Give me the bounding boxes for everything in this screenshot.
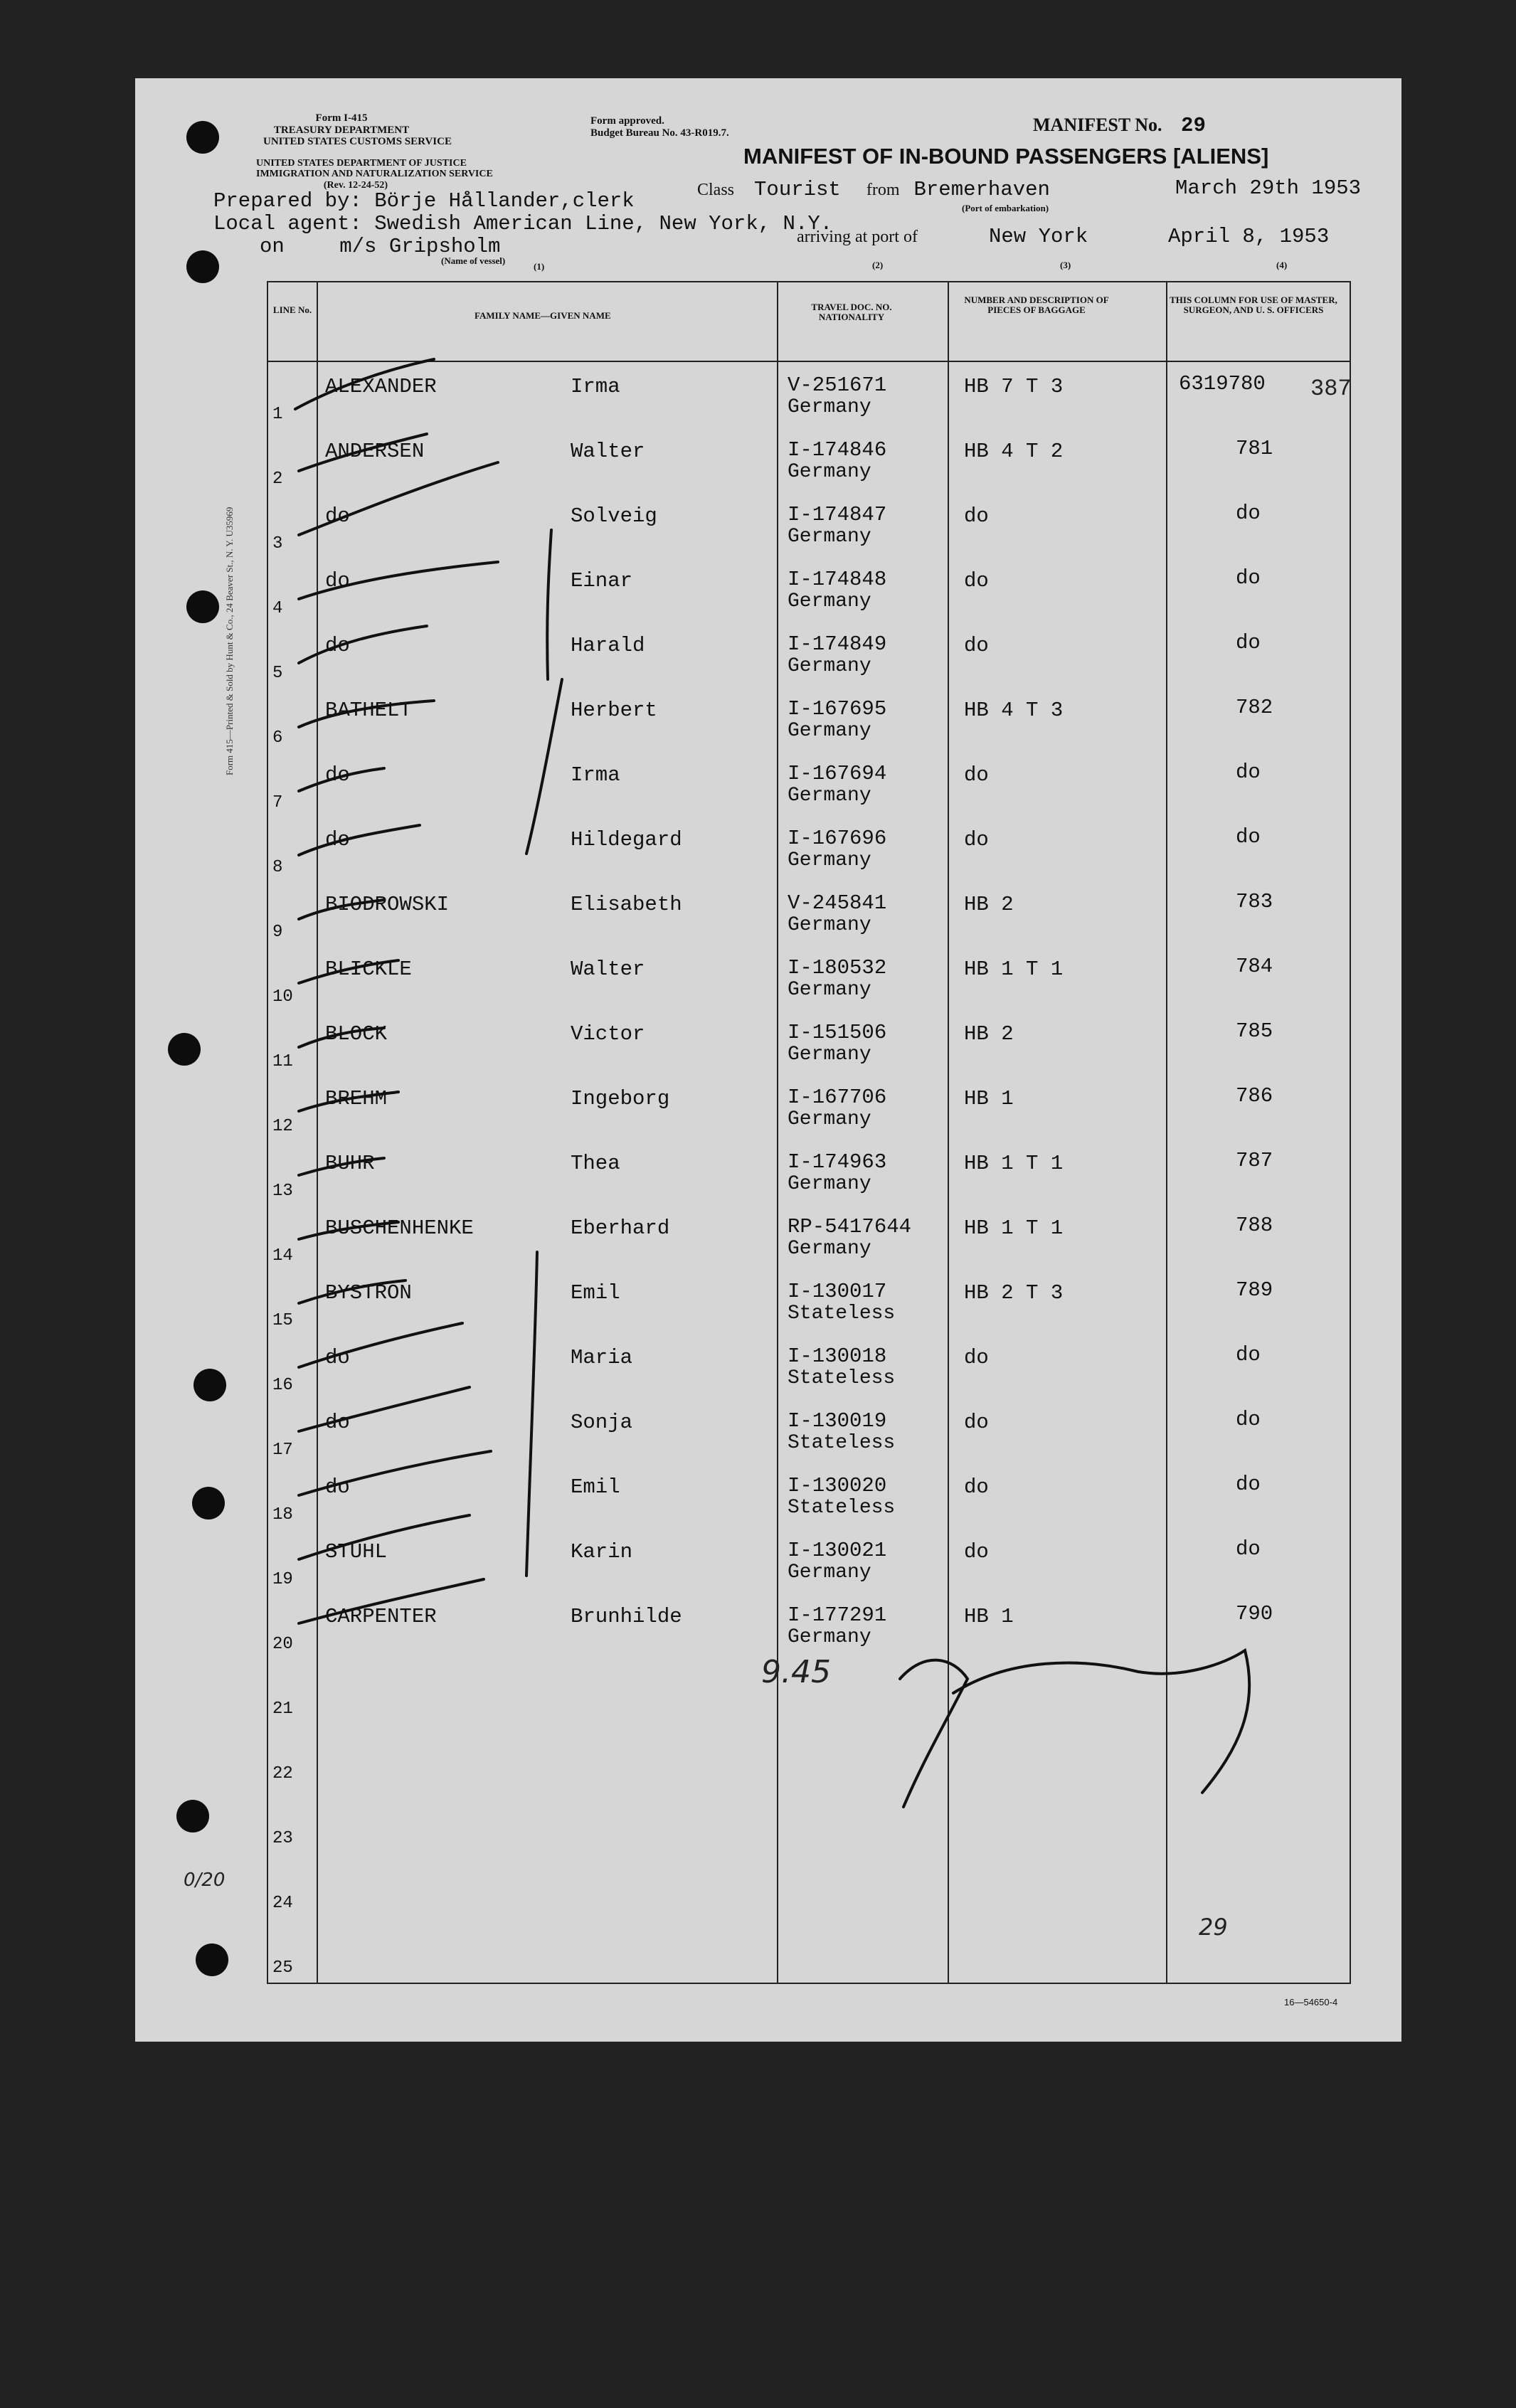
line-number: 24 — [272, 1894, 293, 1913]
family-name: ALEXANDER — [325, 375, 437, 398]
footer-code: 16—54650-4 — [1284, 1997, 1338, 2007]
officer-use: do — [1236, 1343, 1261, 1367]
family-name: do — [325, 1475, 350, 1499]
baggage-description: HB 1 — [964, 1087, 1014, 1110]
table-row — [268, 943, 1350, 1009]
line-number: 9 — [272, 923, 283, 942]
given-name: Elisabeth — [571, 893, 682, 916]
baggage-description: do — [964, 504, 989, 528]
line-number: 15 — [272, 1311, 293, 1330]
baggage-description: do — [964, 1411, 989, 1434]
from-label: from — [866, 181, 900, 199]
justice-header — [256, 158, 493, 191]
handwritten-number: 387 — [1310, 376, 1352, 402]
table-row — [268, 361, 1350, 426]
travel-doc-number: I-174847 — [788, 503, 887, 526]
nationality: Germany — [788, 461, 871, 483]
travel-doc-number: I-167706 — [788, 1086, 887, 1109]
table-row — [268, 620, 1350, 685]
baggage-description: HB 1 — [964, 1605, 1014, 1628]
table-row — [268, 1267, 1350, 1332]
officer-use: 6319780 — [1179, 372, 1266, 396]
travel-doc-number: I-130017 — [788, 1280, 887, 1303]
class-label: Class — [697, 181, 735, 199]
officer-use: do — [1236, 631, 1261, 654]
travel-doc-number: I-174846 — [788, 438, 887, 462]
line-number: 19 — [272, 1570, 293, 1589]
col-name-header: FAMILY NAME—GIVEN NAME — [475, 310, 611, 321]
local-agent-line — [213, 212, 832, 235]
officer-use: do — [1236, 1537, 1261, 1561]
family-name: do — [325, 634, 350, 657]
line-number: 17 — [272, 1441, 293, 1460]
arriving-label: arriving at port of — [797, 228, 918, 246]
baggage-description: do — [964, 569, 989, 593]
given-name: Irma — [571, 763, 620, 787]
col-officers-header: THIS COLUMN FOR USE OF MASTER, SURGEON, AND U. S. OFFICERS — [1170, 295, 1337, 316]
travel-doc-number: V-251671 — [788, 373, 887, 397]
family-name: BUHR — [325, 1152, 375, 1175]
col-baggage-header: NUMBER AND DESCRIPTION OF PIECES OF BAGGAGE — [964, 295, 1109, 316]
punch-hole — [196, 1943, 228, 1976]
col2-number: (2) — [872, 260, 884, 270]
on-label: on — [260, 235, 285, 258]
punch-hole — [186, 250, 219, 283]
table-row — [268, 749, 1350, 815]
baggage-description: HB 2 T 3 — [964, 1281, 1064, 1305]
travel-doc-number: RP-5417644 — [788, 1215, 912, 1239]
budget-approval — [590, 115, 729, 139]
officer-use: do — [1236, 760, 1261, 784]
vessel-caption: (Name of vessel) — [441, 255, 506, 266]
nationality: Germany — [788, 1108, 871, 1130]
prepared-by: Börje Hållander,clerk — [374, 189, 635, 213]
baggage-description: HB 7 T 3 — [964, 375, 1064, 398]
travel-doc-number: I-130020 — [788, 1474, 887, 1497]
given-name: Maria — [571, 1346, 633, 1369]
handwritten-page-count: 29 — [1199, 1914, 1228, 1941]
nationality: Germany — [788, 849, 871, 871]
travel-doc-number: I-174848 — [788, 568, 887, 591]
baggage-description: HB 1 T 1 — [964, 958, 1064, 981]
given-name: Walter — [571, 440, 645, 463]
baggage-description: HB 4 T 3 — [964, 699, 1064, 722]
line-number: 21 — [272, 1699, 293, 1719]
line-number: 20 — [272, 1635, 293, 1654]
arrival-port: New York — [989, 225, 1088, 248]
approved-text: Form approved. — [590, 115, 664, 127]
officer-use: 785 — [1236, 1019, 1273, 1043]
officer-use: 789 — [1236, 1278, 1273, 1302]
port-embarkation: Bremerhaven — [913, 178, 1050, 201]
form-number: Form I-415 — [315, 112, 368, 124]
family-name: STUHL — [325, 1540, 388, 1564]
travel-doc-number: I-151506 — [788, 1021, 887, 1044]
customs-service: UNITED STATES CUSTOMS SERVICE — [263, 136, 452, 147]
officer-use: do — [1236, 825, 1261, 849]
given-name: Herbert — [571, 699, 657, 722]
family-name: BLOCK — [325, 1022, 388, 1046]
baggage-description: HB 1 T 1 — [964, 1216, 1064, 1240]
baggage-description: HB 2 — [964, 1022, 1014, 1046]
given-name: Hildegard — [571, 828, 682, 852]
travel-doc-number: I-130019 — [788, 1409, 887, 1433]
line-number: 7 — [272, 793, 283, 812]
nationality: Stateless — [788, 1497, 896, 1519]
line-number: 23 — [272, 1829, 293, 1848]
table-row — [268, 1591, 1350, 1656]
table-row — [268, 555, 1350, 620]
nationality: Germany — [788, 979, 871, 1001]
line-number: 18 — [272, 1505, 293, 1524]
travel-doc-number: I-167695 — [788, 697, 887, 721]
travel-doc-number: I-177291 — [788, 1603, 887, 1627]
table-row — [268, 1137, 1350, 1203]
punch-hole — [186, 121, 219, 154]
baggage-description: do — [964, 1540, 989, 1564]
baggage-description: do — [964, 634, 989, 657]
handwritten-margin-note: 0/20 — [184, 1869, 226, 1891]
table-row — [268, 684, 1350, 750]
line-number: 13 — [272, 1182, 293, 1201]
manifest-table — [267, 281, 1351, 1984]
family-name: do — [325, 763, 350, 787]
officer-use: do — [1236, 566, 1261, 590]
family-name: BATHELT — [325, 699, 412, 722]
family-name: BYSTRON — [325, 1281, 412, 1305]
family-name: BREHM — [325, 1087, 388, 1110]
nationality: Germany — [788, 590, 871, 612]
nationality: Stateless — [788, 1367, 896, 1389]
officer-use: do — [1236, 502, 1261, 525]
officer-use: 790 — [1236, 1602, 1273, 1625]
family-name: BLICKLE — [325, 958, 412, 981]
table-row — [268, 1202, 1350, 1268]
officer-use: 783 — [1236, 890, 1273, 913]
manifest-number: 29 — [1181, 114, 1206, 137]
travel-doc-number: V-245841 — [788, 891, 887, 915]
table-row — [268, 1008, 1350, 1073]
nationality: Germany — [788, 655, 871, 677]
line-number: 1 — [272, 405, 283, 424]
class-value: Tourist — [754, 178, 841, 201]
nationality: Stateless — [788, 1303, 896, 1325]
officer-use: 781 — [1236, 437, 1273, 460]
nationality: Germany — [788, 1561, 871, 1584]
class-line — [697, 178, 1050, 201]
table-row — [268, 1914, 1350, 1980]
manifest-sheet — [135, 78, 1401, 2042]
baggage-description: do — [964, 1346, 989, 1369]
manifest-label: MANIFEST No. — [1033, 115, 1162, 135]
table-row — [268, 814, 1350, 879]
family-name: do — [325, 504, 350, 528]
line-number: 16 — [272, 1376, 293, 1395]
travel-doc-number: I-167696 — [788, 827, 887, 850]
given-name: Einar — [571, 569, 633, 593]
line-number: 25 — [272, 1958, 293, 1978]
nationality: Germany — [788, 1626, 871, 1648]
col3-number: (3) — [1060, 260, 1071, 270]
family-name: do — [325, 569, 350, 593]
punch-hole — [186, 590, 219, 623]
given-name: Irma — [571, 375, 620, 398]
table-row — [268, 1332, 1350, 1397]
line-number: 22 — [272, 1764, 293, 1783]
printer-imprint: Form 415—Printed & Sold by Hunt & Co., 24 Beaver St., N. Y. U35969 — [224, 506, 235, 775]
embark-date: March 29th 1953 — [1175, 176, 1362, 200]
local-agent: Swedish American Line, New York, N.Y. — [374, 212, 833, 235]
given-name: Solveig — [571, 504, 657, 528]
line-number: 4 — [272, 599, 283, 618]
given-name: Emil — [571, 1475, 620, 1499]
col-doc-header: TRAVEL DOC. NO. NATIONALITY — [811, 302, 892, 323]
baggage-description: HB 1 T 1 — [964, 1152, 1064, 1175]
form-header-left — [263, 112, 452, 148]
given-name: Harald — [571, 634, 645, 657]
table-header — [268, 282, 1350, 362]
table-row — [268, 1526, 1350, 1591]
table-row — [268, 490, 1350, 556]
given-name: Brunhilde — [571, 1605, 682, 1628]
treasury-dept: TREASURY DEPARTMENT — [273, 124, 410, 136]
nationality: Germany — [788, 914, 871, 936]
line-number: 10 — [272, 987, 293, 1007]
given-name: Thea — [571, 1152, 620, 1175]
baggage-description: HB 4 T 2 — [964, 440, 1064, 463]
justice-dept: UNITED STATES DEPARTMENT OF JUSTICE — [256, 158, 467, 169]
family-name: do — [325, 828, 350, 852]
family-name: do — [325, 1346, 350, 1369]
line-number: 11 — [272, 1052, 293, 1071]
col-line-header: LINE No. — [272, 304, 312, 315]
baggage-description: do — [964, 828, 989, 852]
line-number: 8 — [272, 858, 283, 877]
table-row — [268, 1785, 1350, 1850]
table-row — [268, 1396, 1350, 1462]
prepared-by-line — [213, 189, 635, 213]
family-name: do — [325, 1411, 350, 1434]
baggage-description: do — [964, 1475, 989, 1499]
nationality: Stateless — [788, 1432, 896, 1454]
punch-hole — [168, 1033, 201, 1066]
travel-doc-number: I-180532 — [788, 956, 887, 980]
travel-doc-number: I-130021 — [788, 1539, 887, 1562]
travel-doc-number: I-167694 — [788, 762, 887, 785]
vessel-name: m/s Gripsholm — [339, 235, 501, 258]
line-number: 12 — [272, 1117, 293, 1136]
agent-label: Local agent: — [213, 212, 362, 235]
travel-doc-number: I-174963 — [788, 1150, 887, 1174]
officer-use: 787 — [1236, 1149, 1273, 1172]
page-title: MANIFEST OF IN-BOUND PASSENGERS [ALIENS] — [743, 144, 1269, 169]
prepared-label: Prepared by: — [213, 189, 362, 213]
baggage-description: do — [964, 763, 989, 787]
table-row — [268, 1073, 1350, 1138]
nationality: Germany — [788, 396, 871, 418]
punch-hole — [176, 1800, 209, 1832]
line-number: 3 — [272, 534, 283, 553]
given-name: Victor — [571, 1022, 645, 1046]
officer-use: 782 — [1236, 696, 1273, 719]
ins-service: IMMIGRATION AND NATURALIZATION SERVICE — [256, 169, 493, 180]
budget-bureau: Budget Bureau No. 43-R019.7. — [590, 127, 729, 139]
line-number: 5 — [272, 664, 283, 683]
family-name: BUSCHENHENKE — [325, 1216, 474, 1240]
punch-hole — [194, 1369, 226, 1401]
officer-use: 788 — [1236, 1214, 1273, 1237]
col4-number: (4) — [1276, 260, 1288, 270]
table-row — [268, 879, 1350, 944]
given-name: Sonja — [571, 1411, 633, 1434]
handwritten-time-note: 9.45 — [761, 1654, 831, 1690]
family-name: ANDERSEN — [325, 440, 425, 463]
given-name: Walter — [571, 958, 645, 981]
travel-doc-number: I-130018 — [788, 1344, 887, 1368]
port-caption: (Port of embarkation) — [962, 203, 1049, 213]
nationality: Germany — [788, 1173, 871, 1195]
travel-doc-number: I-174849 — [788, 632, 887, 656]
arrival-date: April 8, 1953 — [1168, 225, 1330, 248]
officer-use: do — [1236, 1473, 1261, 1496]
officer-use: 784 — [1236, 955, 1273, 978]
family-name: BIODROWSKI — [325, 893, 450, 916]
officer-use: 786 — [1236, 1084, 1273, 1108]
given-name: Emil — [571, 1281, 620, 1305]
col1-number: (1) — [534, 261, 545, 272]
manifest-number-label — [1033, 114, 1206, 137]
officer-use: do — [1236, 1408, 1261, 1431]
family-name: CARPENTER — [325, 1605, 437, 1628]
line-number: 2 — [272, 470, 283, 489]
table-row — [268, 1850, 1350, 1915]
given-name: Karin — [571, 1540, 633, 1564]
nationality: Germany — [788, 720, 871, 742]
table-row — [268, 1461, 1350, 1527]
table-row — [268, 425, 1350, 491]
nationality: Germany — [788, 1238, 871, 1260]
given-name: Ingeborg — [571, 1087, 670, 1110]
nationality: Germany — [788, 1044, 871, 1066]
form-revision: (Rev. 12-24-52) — [323, 179, 388, 191]
nationality: Germany — [788, 785, 871, 807]
nationality: Germany — [788, 526, 871, 548]
given-name: Eberhard — [571, 1216, 670, 1240]
line-number: 14 — [272, 1246, 293, 1266]
table-row — [268, 1720, 1350, 1786]
line-number: 6 — [272, 728, 283, 748]
baggage-description: HB 2 — [964, 893, 1014, 916]
punch-hole — [192, 1487, 225, 1519]
